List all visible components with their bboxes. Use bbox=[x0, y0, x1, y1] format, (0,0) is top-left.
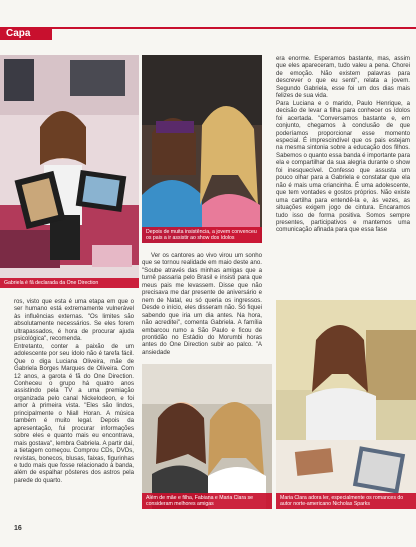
page-number: 16 bbox=[14, 525, 22, 532]
photo-maria-clara-image bbox=[276, 300, 416, 509]
article-left-text: ros, visto que esta é uma etapa em que o ser humano está extremamente vulnerável às influências externas. "Os limites são absolutamente necessários. Se eles forem ultrapassados, é hora de procurar ajuda psicológica", recomenda. Entretanto, conter a paixão de um adolescente por seu ídolo não é tarefa fácil. Que o diga Luciana Oliveira, mãe de Gabriela Borges Marques de Oliveira. Com 12 anos, a garota é fã do One Direction. Conheceu o grupo há quatro anos assistindo pela TV a uma premiação organizada pelo canal Nickelodeon, e foi amor à primeira vista. "Eles são lindos, principalmente o Niall Horan. A música também é muito legal. Depois da apresentação, fui procurar informações sobre eles e quanto mais eu encontrava, mais gostava", lembra Gabriela. A partir daí, a tietagem começou. Comprou CDs, DVDs, revistas, bonecos, blusas, faixas, figurinhas e tudo mais que fosse relacionado à banda, além de espalhar pôsteres dos astros pela parede do quarto. bbox=[14, 298, 134, 484]
photo-gabriela-posters-image bbox=[0, 55, 139, 288]
photo-fabiana-maria-clara-image bbox=[142, 364, 272, 509]
article-middle-text: Ver os cantores ao vivo virou um sonho que se tornou realidade em maio deste ano. "Soube através das minhas amigas que a turnê passaria pelo Brasil e insisti para que meus pais me levassem. Disse que não precisava me dar presente de aniversário e nem de Natal, eu só queria os ingressos. Desde o início, eles disseram não. Só fiquei sabendo que iria um dia antes. Na hora, não acreditei", comenta Gabriela. A família embarcou rumo a São Paulo e ficou de prontidão no Estádio do Morumbi horas antes do One Direction subir ao palco. "A ansiedade bbox=[142, 252, 262, 356]
photo-1-caption: Gabriela é fã declarada da One Direction bbox=[0, 278, 139, 288]
article-column-middle bbox=[142, 252, 262, 356]
article-right-text: era enorme. Esperamos bastante, mas, assim que eles apareceram, tudo valeu a pena. Chorei de emoção. Não existem palavras para descrever o que eu senti", relata a jovem. Segundo Gabriela, esse foi um dos dias mais felizes de sua vida. Para Luciana e o marido, Paulo Henrique, a decisão de levar a filha para conhecer os ídolos foi acertada. "Conversamos bastante e, em conjunto, chegamos à conclusão de que poderíamos proporcionar esse momento especial. É imprescindível que os pais estejam na mesma sintonia sobre a educação dos filhos. Sabemos o quanto essa banda é importante para ela e compartilhar da sua alegria durante o show foi inesquecível. Confesso que assusta um pouco olhar para a Gabriela e constatar que ela não é mais uma criancinha. É uma adolescente, que tem vontades e gostos próprios. Não existe uma cartilha para entendê-la e, às vezes, as situações exigem jogo de cintura. Encaramos tudo isso de forma positiva. Somos sempre presentes, participativos e mantemos uma comunicação afinada para que essa fase bbox=[276, 55, 410, 234]
photo-fabiana-maria-clara bbox=[142, 364, 272, 509]
article-column-right bbox=[276, 55, 410, 234]
photo-mother-daughter-image bbox=[142, 55, 262, 243]
photo-mother-daughter-selfie bbox=[142, 55, 262, 243]
photo-maria-clara-reading bbox=[276, 300, 416, 509]
photo-3-caption: Além de mãe e filha, Fabiana e Maria Clara se consideram melhores amigas bbox=[142, 493, 272, 509]
article-column-left bbox=[14, 298, 134, 484]
section-rule bbox=[0, 27, 416, 29]
photo-2-caption: Depois de muita insistência, a jovem convenceu os pais a ir assistir ao show dos ídolos bbox=[142, 227, 262, 243]
section-label: Capa bbox=[0, 27, 52, 40]
photo-4-caption: Maria Clara adora ler, especialmente os romances do autor norte-americano Nicholas Sparks bbox=[276, 493, 416, 509]
photo-gabriela-posters bbox=[0, 55, 139, 288]
